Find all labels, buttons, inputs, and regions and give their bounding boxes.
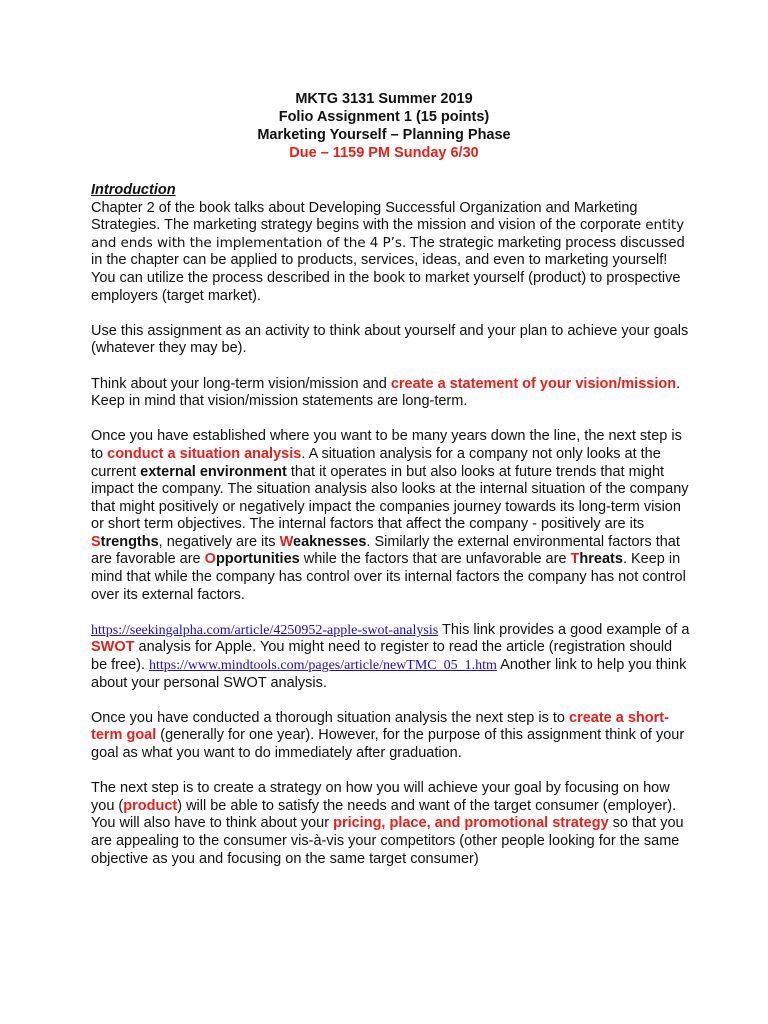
vision-highlight: create a statement of your vision/mission xyxy=(390,375,677,392)
swot-text-1: This link provides a good example of a xyxy=(438,621,690,638)
intro-text-1: Chapter 2 of the book talks about Developing Successful Organization and Marketing Strategies. The marketing strategy begins with the mission and vision of the corporate xyxy=(91,199,646,234)
swot-links-paragraph xyxy=(91,622,691,692)
strategy-text-1: The next step is to create a strategy on how you will achieve your goal by focusing on how you ( xyxy=(91,780,670,814)
goal-highlight: create a short-term goal xyxy=(91,709,669,744)
opportunities-rest: pportunities xyxy=(215,551,300,568)
strategy-text-2: ) will be able to satisfy the needs and want of the target consumer (employer). You will also have to think about your xyxy=(91,797,677,832)
strategy-text-3: so that you are appealing to the consumer vis-à-vis your competitors (other people looking for the same objective as you and focusing on the same target consumer) xyxy=(91,815,684,867)
situation-highlight: conduct a situation analysis xyxy=(107,445,302,462)
goal-text-2: (generally for one year). However, for the purpose of this assignment think of your goal as what you want to do immediately after graduation. xyxy=(91,727,685,761)
threats-initial: T xyxy=(570,551,580,568)
assignment-title: Folio Assignment 1 (15 points) xyxy=(278,109,490,125)
weaknesses-rest: eaknesses xyxy=(293,533,367,550)
seekingalpha-link[interactable]: https://seekingalpha.com/article/4250952-apple-swot-analysis xyxy=(91,622,439,638)
course-title: MKTG 3131 Summer 2019 xyxy=(295,91,473,107)
mindtools-link[interactable]: https://www.mindtools.com/pages/article/newTMC_05_1.htm xyxy=(149,658,497,674)
situation-text-5: . Similarly the external environmental factors that are favorable are xyxy=(91,533,680,568)
situation-text-1: Once you have established where you want to be many years down the line, the next step is to xyxy=(91,428,682,462)
weaknesses-initial: W xyxy=(279,533,294,550)
situation-text-4: , negatively are its xyxy=(158,533,280,550)
goal-text-1: Once you have conducted a thorough situation analysis the next step is to xyxy=(91,709,569,726)
activity-paragraph: Use this assignment as an activity to think about yourself and your plan to achieve your goals (whatever they may be). xyxy=(91,322,689,357)
threats-rest: hreats xyxy=(579,551,623,568)
strategy-paragraph xyxy=(91,780,691,868)
intro-paragraph xyxy=(91,200,691,306)
situation-text-6: while the factors that are unfavorable are xyxy=(299,551,571,568)
topic-title: Marketing Yourself – Planning Phase xyxy=(257,127,511,143)
situation-paragraph xyxy=(91,428,691,604)
product-highlight: product xyxy=(123,797,178,814)
swot-text-3: Another link to help you think about your personal SWOT analysis. xyxy=(91,657,687,691)
goal-paragraph xyxy=(91,710,691,763)
situation-text-2: . A situation analysis for a company not only looks at the current xyxy=(91,445,661,480)
pricing-highlight: pricing, place, and promotional strategy xyxy=(333,815,609,832)
intro-text-2: entity and ends with the implementation of the 4 P’s. xyxy=(91,217,685,251)
strengths-rest: trengths xyxy=(100,533,159,550)
intro-text-3: The strategic marketing process discussed in the chapter can be applied to products, services, ideas, and even to marketing yourself! You can utilize the process described in the book to market yourself (product) to prospective employers (target market). xyxy=(91,234,685,304)
vision-text-2: . Keep in mind that vision/mission statements are long-term. xyxy=(91,375,681,410)
document-body xyxy=(91,182,691,886)
situation-text-3: that it operates in but also looks at future trends that might impact the company. The situation analysis also looks at the internal situation of the company that might positively or negatively impact the companies journey towards its long-term vision or short term objectives. The internal factors that affect the company - positively are its xyxy=(91,463,689,533)
swot-highlight: SWOT xyxy=(91,639,135,656)
opportunities-initial: O xyxy=(204,551,216,568)
vision-text-1: Think about your long-term vision/mission and xyxy=(91,375,391,392)
external-environment-bold: external environment xyxy=(140,463,287,480)
due-date: Due – 1159 PM Sunday 6/30 xyxy=(289,145,479,161)
introduction-heading: Introduction xyxy=(91,182,176,198)
document-header xyxy=(0,90,768,162)
situation-text-7: . Keep in mind that while the company has control over its internal factors the company has not control over its external factors. xyxy=(91,551,686,603)
swot-text-2: analysis for Apple. You might need to register to read the article (registration should be free). xyxy=(91,639,673,674)
strengths-initial: S xyxy=(91,533,101,550)
vision-paragraph xyxy=(91,376,691,411)
